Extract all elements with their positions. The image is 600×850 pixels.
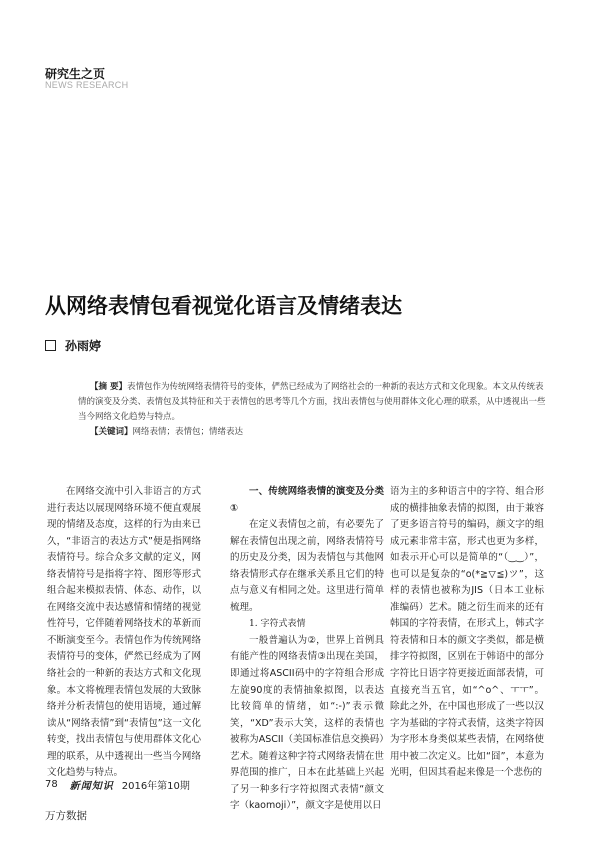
watermark: 万方数据 [45, 810, 87, 822]
abstract-block [78, 380, 548, 440]
paragraph: 在定义表情包之前，有必要先了解在表情包出现之前，网络表情符号的历史及分类，因为表情包与其他网络表情形式存在继承关系且它们的特点与意义有相同之处。这里进行简单梳理。 [230, 519, 384, 613]
abstract-text: 表情包作为传统网络表情符号的变体，俨然已经成为了网络社会的一种新的表达方式和文化现象。本文从传统表情的演变及分类、表情包及其特征和关于表情包的思考等几个方面，找出表情包与使用群体文化心理的联系，从中透视出一些当今网络文化趋势与特点。 [78, 382, 546, 422]
page-footer [45, 777, 190, 792]
intro-paragraph: 在网络交流中引入非语言的方式进行表达以展现网络环境不便直观展现的情绪及态度，这样的行为由来已久，“非语言的表达方式”便是指网络表情符号。综合众多文献的定义，网络表情符号是指将字符、图形等形式组合起来模拟表情、体态、动作，以在网络交流中表达感情和情绪的视觉性符号，它伴随着网络技术的革新而不断演变至今。表情包作为传统网络表情符号的变体，俨然已经成为了网络社会的一种新的表达方式和文化现象。本文将梳理表情包发展的大致脉络并分析表情包的使用语境，通过解读从“网络表情”到“表情包”这一文化转变，找出表情包与使用群体文化心理的联系，从中透视出一些当今网络文化趋势与特点。 [47, 486, 201, 779]
abstract-paragraph [78, 380, 548, 425]
issue-label: 2016年第10期 [121, 781, 190, 792]
page-number: 78 [45, 779, 58, 790]
body-column-2 [230, 484, 384, 815]
section-subtitle: NEWS RESEARCH [45, 80, 129, 90]
author-name: 孙雨婷 [65, 339, 102, 353]
author-line [45, 337, 101, 354]
section-heading: 一、传统网络表情的演变及分类① [230, 486, 384, 514]
paragraph: 一般普遍认为②，世界上首例具有能产性的网络表情③出现在美国，即通过将ASCII码中的字符组合形成左旋90度的表情抽象拟图，以表达比较简单的情绪，如“:-)”表示微笑，“XD”表示大笑，这样的表情也被称为ASCII（美国标准信息交换码）艺术。随着这种字符式网络表情在世界范围的推广，日本在此基础上兴起了另一种多行字符拟图式表情“颜文字（kaomoji）”，颜文字是使用以日 [230, 634, 384, 812]
magazine-name: 新闻知识 [69, 781, 114, 792]
keywords-tag: 【关键词】 [90, 427, 133, 437]
paragraph: 语为主的多种语言中的字符、组合形成的横排抽象表情的拟图，由于兼容了更多语言符号的编码，颜文字的组成元素非常丰富，形式也更为多样，如表示开心可以是简单的“（‿‿）”，也可以是复杂的“o(*≧▽≦)ツ”，这样的表情也被称为JIS（日本工业标准编码）艺术。随之衍生而来的还有韩国的字符表情，在形式上，韩式字符表情和日本的颜文字类似，都是横排字符拟图，区别在于韩语中的部分字符比日语字符更接近面部表情，可直接充当五官，如“^o^、ㅜㅜ”。除此之外，在中国也形成了一些以汉字为基础的字符式表情，这类字符因为字形本身类似某些表情，在网络使用中被二次定义。比如“囧”，本意为光明，但因其看起来像是一个悲伤的 [390, 486, 544, 779]
abstract-tag: 【摘 要】 [90, 382, 127, 392]
square-bullet-icon [45, 340, 56, 351]
body-column-1 [47, 484, 201, 782]
body-column-3 [390, 484, 544, 782]
keywords-paragraph [78, 425, 548, 440]
keywords-text: 网络表情；表情包；情绪表达 [132, 427, 244, 437]
article-title: 从网络表情包看视觉化语言及情绪表达 [45, 294, 402, 318]
subsection-heading: 1. 字符式表情 [249, 619, 306, 630]
section-title: 研究生之页 [45, 67, 106, 81]
